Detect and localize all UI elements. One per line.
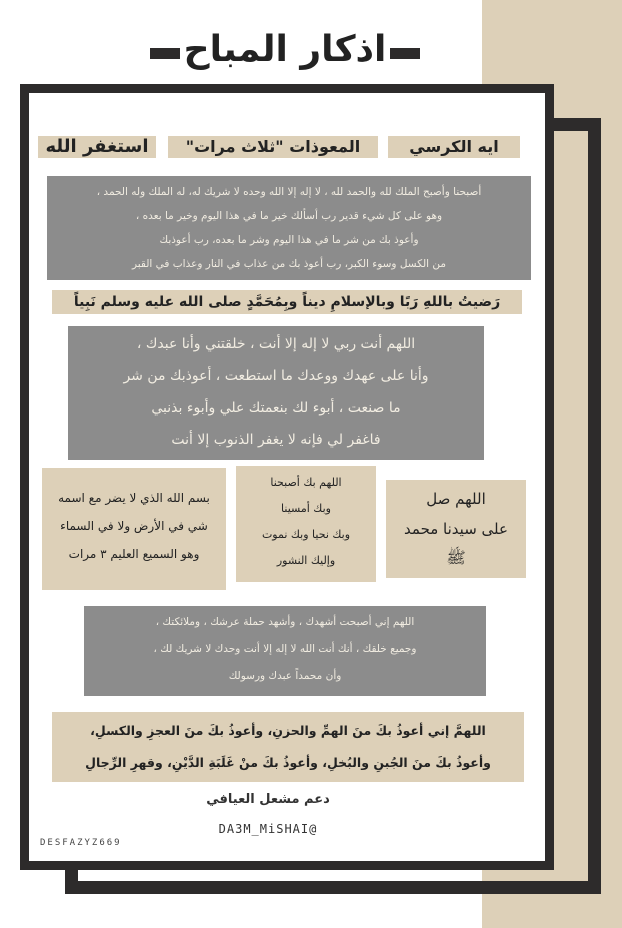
dhikr-line: وأعوذ بك من شر ما في هذا اليوم وشر ما بعده، رب أعوذبك (159, 234, 419, 246)
dhikr-line: وهو على كل شيء قدير رب أسألك خير ما في هذا اليوم وخير ما بعده ، (135, 210, 443, 222)
dhikr-line: اللهم بك أصبحنا (270, 476, 342, 489)
radheet-billah: رَضيتُ باللهِ رَبًا وبالإسلامِ ديناً وبِمُحَمَّدٍ صلى الله عليه وسلم نَبِياً (52, 290, 522, 314)
credit-text: دعم مشعل العيافي (206, 792, 330, 807)
chip-ayat-kursi: ايه الكرسي (388, 136, 520, 158)
dhikr-line: شي في الأرض ولا في السماء (60, 519, 208, 533)
dhikr-line: اللهم أنت ربي لا إله إلا أنت ، خلقتني وأنا عبدك ، (136, 336, 416, 352)
watermark-text: DESFAZYZ669 (40, 838, 122, 848)
chip-istighfar: استغفر الله (38, 136, 156, 158)
dhikr-line: من الكسل وسوء الكبر، رب أعوذ بك من عذاب في النار وعذاب في القبر (131, 258, 447, 270)
page-title: اذكار المباح (183, 29, 387, 70)
dhikr-line: اللهمَّ إني أعوذُ بكَ منَ الهمِّ والحزنِ، وأعوذُ بكَ منَ العجزِ والكسلِ، (90, 723, 486, 738)
dhikr-line: فاغفر لي فإنه لا يغفر الذنوب إلا أنت (171, 432, 381, 448)
dhikr-line: بسم الله الذي لا يضر مع اسمه (58, 491, 210, 505)
bismillah-box (42, 468, 226, 590)
dhikr-line: اللهم صل (426, 490, 486, 508)
hamm-hazan-block (52, 712, 524, 782)
sayyid-istighfar-block (68, 326, 484, 460)
dhikr-line: اللهم إني أصبحت أشهدك ، وأشهد حملة عرشك ، وملائكتك ، (155, 616, 415, 628)
dhikr-line: وبك أمسينا (281, 502, 331, 515)
dhikr-line: وجميع خلقك ، أنك أنت الله لا إله إلا أنت وحدك لا شريك لك ، (153, 643, 417, 655)
dhikr-line: وأعوذُ بكَ منَ الجُبنِ والبُخلِ، وأعوذُ بكَ منْ غَلَبَةِ الدَّيْنِ، وقهرِ الرِّجالِ (85, 755, 491, 770)
dhikr-line: وإليك النشور (276, 554, 336, 567)
ashhaduka-block (84, 606, 486, 696)
dhikr-line: وأن محمداً عبدك ورسولك (228, 670, 342, 682)
dhikr-line: أصبحنا وأصبح الملك لله والحمد لله ، لا إله إلا الله وحده لا شريك له، له الملك وله الحمد ، (96, 186, 482, 198)
dhikr-line: على سيدنا محمد (404, 520, 508, 538)
salawat-calligraphy-mark: ﷺ (446, 548, 466, 567)
dhikr-line: ما صنعت ، أبوء لك بنعمتك علي وأبوء بذنبي (151, 400, 401, 416)
dhikr-line: وأنا على عهدك ووعدك ما استطعت ، أعوذبك من شر (123, 368, 429, 384)
author-handle: DA3M_MiSHAI@ (218, 822, 318, 836)
salawat-box (386, 480, 526, 578)
allahumma-bika-box (236, 466, 376, 582)
dhikr-line: وهو السميع العليم ٣ مرات (68, 547, 200, 561)
chip-muawwidhat: المعوذات "ثلاث مرات" (168, 136, 378, 158)
dhikr-line: وبك نحيا وبك نموت (261, 528, 351, 541)
morning-dhikr-block (47, 176, 531, 280)
